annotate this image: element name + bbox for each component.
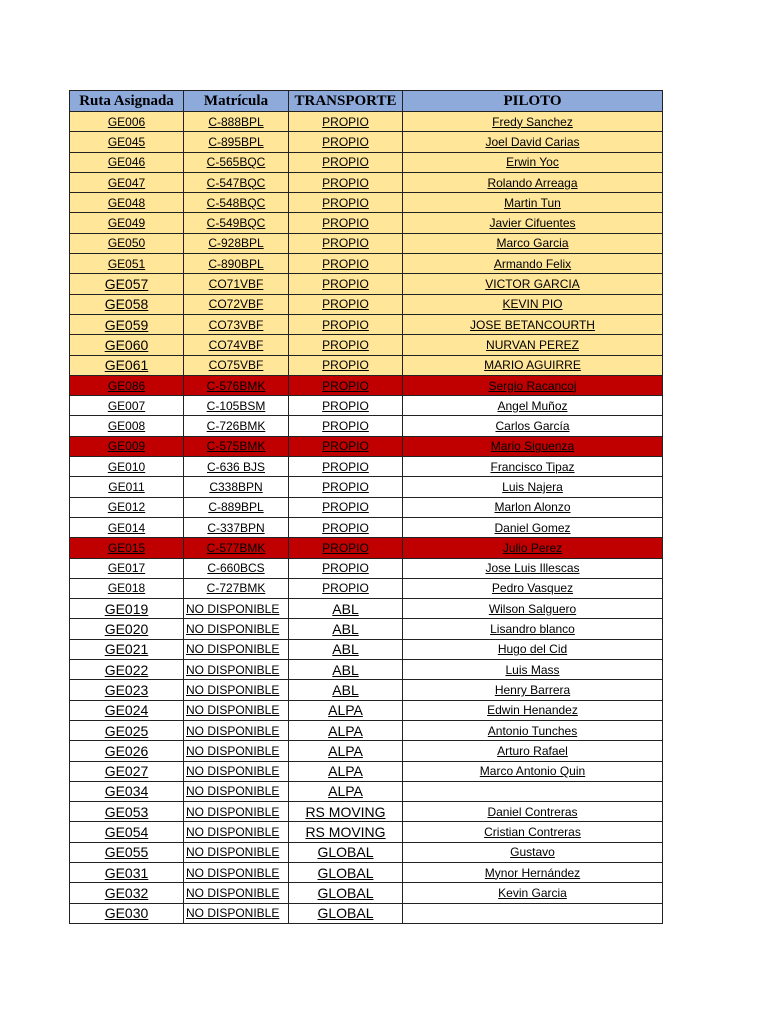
table-row: [70, 903, 663, 923]
cell-transporte[interactable]: PROPIO: [289, 517, 403, 537]
cell-piloto[interactable]: Mynor Hernández: [403, 862, 663, 882]
table-row: [70, 720, 663, 740]
cell-matricula[interactable]: CO74VBF: [184, 335, 289, 355]
cell-matricula[interactable]: C-895BPL: [184, 132, 289, 152]
cell-transporte[interactable]: GLOBAL: [289, 883, 403, 903]
cell-ruta[interactable]: GE007: [70, 396, 184, 416]
cell-transporte[interactable]: PROPIO: [289, 213, 403, 233]
table-row: [70, 416, 663, 436]
cell-transporte[interactable]: ABL: [289, 619, 403, 639]
cell-piloto[interactable]: Sergio Racancoj: [403, 375, 663, 395]
cell-matricula[interactable]: NO DISPONIBLE: [184, 619, 289, 639]
cell-piloto[interactable]: Erwin Yoc: [403, 152, 663, 172]
cell-transporte[interactable]: PROPIO: [289, 314, 403, 334]
cell-piloto[interactable]: Armando Felix: [403, 254, 663, 274]
table-row: [70, 781, 663, 801]
cell-piloto[interactable]: [403, 781, 663, 801]
cell-matricula[interactable]: CO72VBF: [184, 294, 289, 314]
table-row: [70, 172, 663, 192]
cell-piloto[interactable]: Javier Cifuentes: [403, 213, 663, 233]
cell-piloto[interactable]: Fredy Sanchez: [403, 112, 663, 132]
cell-transporte[interactable]: ABL: [289, 660, 403, 680]
cell-transporte[interactable]: RS MOVING: [289, 802, 403, 822]
cell-piloto[interactable]: Carlos García: [403, 416, 663, 436]
cell-piloto[interactable]: Henry Barrera: [403, 680, 663, 700]
cell-ruta[interactable]: GE050: [70, 233, 184, 253]
cell-ruta[interactable]: GE022: [70, 660, 184, 680]
cell-piloto[interactable]: JOSE BETANCOURTH: [403, 314, 663, 334]
cell-transporte[interactable]: PROPIO: [289, 193, 403, 213]
cell-matricula[interactable]: C-890BPL: [184, 254, 289, 274]
cell-piloto[interactable]: Rolando Arreaga: [403, 172, 663, 192]
cell-transporte[interactable]: PROPIO: [289, 436, 403, 456]
table-row: [70, 274, 663, 294]
table-row: [70, 457, 663, 477]
table-row: [70, 700, 663, 720]
table-row: [70, 558, 663, 578]
cell-transporte[interactable]: ALPA: [289, 741, 403, 761]
cell-transporte[interactable]: ALPA: [289, 700, 403, 720]
cell-matricula[interactable]: C-565BQC: [184, 152, 289, 172]
cell-transporte[interactable]: PROPIO: [289, 172, 403, 192]
cell-transporte[interactable]: PROPIO: [289, 294, 403, 314]
cell-piloto[interactable]: Lisandro blanco: [403, 619, 663, 639]
cell-ruta[interactable]: GE010: [70, 457, 184, 477]
cell-piloto[interactable]: Francisco Tipaz: [403, 457, 663, 477]
cell-matricula[interactable]: NO DISPONIBLE: [184, 599, 289, 619]
cell-transporte[interactable]: PROPIO: [289, 375, 403, 395]
cell-matricula[interactable]: C-337BPN: [184, 517, 289, 537]
cell-matricula[interactable]: C-577BMK: [184, 538, 289, 558]
table-body: [70, 112, 663, 924]
cell-matricula[interactable]: C-928BPL: [184, 233, 289, 253]
cell-matricula[interactable]: C-727BMK: [184, 578, 289, 598]
cell-ruta[interactable]: GE059: [70, 314, 184, 334]
cell-piloto[interactable]: [403, 903, 663, 923]
table-row: [70, 761, 663, 781]
cell-piloto[interactable]: Angel Muñoz: [403, 396, 663, 416]
cell-matricula[interactable]: CO73VBF: [184, 314, 289, 334]
cell-ruta[interactable]: GE015: [70, 538, 184, 558]
cell-piloto[interactable]: Gustavo: [403, 842, 663, 862]
cell-transporte[interactable]: ABL: [289, 680, 403, 700]
cell-ruta[interactable]: GE055: [70, 842, 184, 862]
table-row: [70, 335, 663, 355]
table-row: [70, 355, 663, 375]
table-row: [70, 396, 663, 416]
cell-matricula[interactable]: C-889BPL: [184, 497, 289, 517]
cell-ruta[interactable]: GE021: [70, 639, 184, 659]
cell-ruta[interactable]: GE051: [70, 254, 184, 274]
cell-piloto[interactable]: Mario Siguenza: [403, 436, 663, 456]
cell-transporte[interactable]: PROPIO: [289, 396, 403, 416]
cell-ruta[interactable]: GE020: [70, 619, 184, 639]
table-row: [70, 517, 663, 537]
cell-transporte[interactable]: PROPIO: [289, 274, 403, 294]
table-row: [70, 254, 663, 274]
cell-matricula[interactable]: NO DISPONIBLE: [184, 903, 289, 923]
cell-ruta[interactable]: GE046: [70, 152, 184, 172]
cell-ruta[interactable]: GE047: [70, 172, 184, 192]
table-row: [70, 842, 663, 862]
cell-ruta[interactable]: GE024: [70, 700, 184, 720]
cell-matricula[interactable]: NO DISPONIBLE: [184, 741, 289, 761]
table-row: [70, 660, 663, 680]
cell-ruta[interactable]: GE023: [70, 680, 184, 700]
cell-transporte[interactable]: ABL: [289, 639, 403, 659]
cell-matricula[interactable]: NO DISPONIBLE: [184, 639, 289, 659]
table-row: [70, 741, 663, 761]
cell-transporte[interactable]: ALPA: [289, 720, 403, 740]
cell-matricula[interactable]: NO DISPONIBLE: [184, 680, 289, 700]
cell-transporte[interactable]: GLOBAL: [289, 903, 403, 923]
table-row: [70, 112, 663, 132]
cell-ruta[interactable]: GE054: [70, 822, 184, 842]
cell-transporte[interactable]: PROPIO: [289, 254, 403, 274]
cell-matricula[interactable]: C-105BSM: [184, 396, 289, 416]
cell-piloto[interactable]: Martin Tun: [403, 193, 663, 213]
table-row: [70, 619, 663, 639]
cell-matricula[interactable]: NO DISPONIBLE: [184, 660, 289, 680]
cell-transporte[interactable]: PROPIO: [289, 457, 403, 477]
cell-piloto[interactable]: NURVAN PEREZ: [403, 335, 663, 355]
table-row: [70, 213, 663, 233]
table-row: [70, 538, 663, 558]
cell-matricula[interactable]: C-549BQC: [184, 213, 289, 233]
cell-ruta[interactable]: GE057: [70, 274, 184, 294]
cell-ruta[interactable]: GE018: [70, 578, 184, 598]
cell-piloto[interactable]: Daniel Contreras: [403, 802, 663, 822]
cell-piloto[interactable]: Arturo Rafael: [403, 741, 663, 761]
cell-ruta[interactable]: GE031: [70, 862, 184, 882]
cell-piloto[interactable]: Luis Najera: [403, 477, 663, 497]
cell-ruta[interactable]: GE045: [70, 132, 184, 152]
cell-matricula[interactable]: C-888BPL: [184, 112, 289, 132]
cell-transporte[interactable]: PROPIO: [289, 477, 403, 497]
cell-matricula[interactable]: C-726BMK: [184, 416, 289, 436]
cell-matricula[interactable]: NO DISPONIBLE: [184, 802, 289, 822]
table-row: [70, 375, 663, 395]
header-piloto[interactable]: PILOTO: [403, 91, 663, 112]
cell-ruta[interactable]: GE049: [70, 213, 184, 233]
cell-matricula[interactable]: C-660BCS: [184, 558, 289, 578]
cell-piloto[interactable]: Jose Luis Illescas: [403, 558, 663, 578]
cell-matricula[interactable]: NO DISPONIBLE: [184, 781, 289, 801]
header-ruta-asignada[interactable]: Ruta Asignada: [70, 91, 184, 112]
cell-piloto[interactable]: Daniel Gomez: [403, 517, 663, 537]
cell-piloto[interactable]: Joel David Carias: [403, 132, 663, 152]
cell-ruta[interactable]: GE006: [70, 112, 184, 132]
table-row: [70, 802, 663, 822]
cell-transporte[interactable]: PROPIO: [289, 112, 403, 132]
cell-piloto[interactable]: Marco Garcia: [403, 233, 663, 253]
route-assignment-table: [69, 90, 663, 924]
cell-ruta[interactable]: GE060: [70, 335, 184, 355]
table-row: [70, 233, 663, 253]
cell-piloto[interactable]: Edwin Henandez: [403, 700, 663, 720]
cell-transporte[interactable]: PROPIO: [289, 538, 403, 558]
cell-piloto[interactable]: Hugo del Cid: [403, 639, 663, 659]
cell-matricula[interactable]: C-548BQC: [184, 193, 289, 213]
cell-piloto[interactable]: Julio Perez: [403, 538, 663, 558]
cell-transporte[interactable]: PROPIO: [289, 416, 403, 436]
cell-matricula[interactable]: NO DISPONIBLE: [184, 883, 289, 903]
cell-ruta[interactable]: GE034: [70, 781, 184, 801]
table-row: [70, 639, 663, 659]
table-row: [70, 883, 663, 903]
cell-ruta[interactable]: GE019: [70, 599, 184, 619]
table-row: [70, 294, 663, 314]
table-row: [70, 578, 663, 598]
table-row: [70, 152, 663, 172]
cell-matricula[interactable]: C-636 BJS: [184, 457, 289, 477]
cell-matricula[interactable]: NO DISPONIBLE: [184, 761, 289, 781]
cell-piloto[interactable]: Antonio Tunches: [403, 720, 663, 740]
cell-transporte[interactable]: ALPA: [289, 781, 403, 801]
cell-ruta[interactable]: GE026: [70, 741, 184, 761]
cell-transporte[interactable]: GLOBAL: [289, 862, 403, 882]
cell-transporte[interactable]: PROPIO: [289, 335, 403, 355]
cell-transporte[interactable]: PROPIO: [289, 578, 403, 598]
cell-matricula[interactable]: NO DISPONIBLE: [184, 822, 289, 842]
cell-ruta[interactable]: GE009: [70, 436, 184, 456]
cell-ruta[interactable]: GE025: [70, 720, 184, 740]
table-row: [70, 822, 663, 842]
cell-ruta[interactable]: GE011: [70, 477, 184, 497]
cell-matricula[interactable]: C-547BQC: [184, 172, 289, 192]
cell-ruta[interactable]: GE086: [70, 375, 184, 395]
table-row: [70, 314, 663, 334]
cell-piloto[interactable]: Luis Mass: [403, 660, 663, 680]
cell-ruta[interactable]: GE027: [70, 761, 184, 781]
cell-piloto[interactable]: KEVIN PIO: [403, 294, 663, 314]
cell-ruta[interactable]: GE014: [70, 517, 184, 537]
table-row: [70, 436, 663, 456]
cell-transporte[interactable]: PROPIO: [289, 355, 403, 375]
cell-transporte[interactable]: PROPIO: [289, 497, 403, 517]
cell-ruta[interactable]: GE058: [70, 294, 184, 314]
table-row: [70, 193, 663, 213]
table-row: [70, 497, 663, 517]
cell-matricula[interactable]: NO DISPONIBLE: [184, 862, 289, 882]
cell-transporte[interactable]: PROPIO: [289, 132, 403, 152]
cell-piloto[interactable]: Kevin Garcia: [403, 883, 663, 903]
cell-piloto[interactable]: Marco Antonio Quin: [403, 761, 663, 781]
cell-matricula[interactable]: NO DISPONIBLE: [184, 720, 289, 740]
cell-ruta[interactable]: GE030: [70, 903, 184, 923]
cell-ruta[interactable]: GE012: [70, 497, 184, 517]
cell-ruta[interactable]: GE008: [70, 416, 184, 436]
cell-matricula[interactable]: C338BPN: [184, 477, 289, 497]
cell-matricula[interactable]: NO DISPONIBLE: [184, 700, 289, 720]
cell-piloto[interactable]: Cristian Contreras: [403, 822, 663, 842]
cell-matricula[interactable]: C-575BMK: [184, 436, 289, 456]
cell-ruta[interactable]: GE032: [70, 883, 184, 903]
cell-piloto[interactable]: VICTOR GARCIA: [403, 274, 663, 294]
table-row: [70, 132, 663, 152]
cell-ruta[interactable]: GE017: [70, 558, 184, 578]
cell-piloto[interactable]: Pedro Vasquez: [403, 578, 663, 598]
cell-piloto[interactable]: MARIO AGUIRRE: [403, 355, 663, 375]
cell-transporte[interactable]: GLOBAL: [289, 842, 403, 862]
cell-transporte[interactable]: ABL: [289, 599, 403, 619]
cell-transporte[interactable]: RS MOVING: [289, 822, 403, 842]
header-matricula[interactable]: Matrícula: [184, 91, 289, 112]
table-row: [70, 599, 663, 619]
cell-transporte[interactable]: PROPIO: [289, 558, 403, 578]
header-transporte[interactable]: TRANSPORTE: [289, 91, 403, 112]
cell-transporte[interactable]: PROPIO: [289, 233, 403, 253]
cell-matricula[interactable]: NO DISPONIBLE: [184, 842, 289, 862]
header-row: [70, 91, 663, 112]
cell-matricula[interactable]: CO75VBF: [184, 355, 289, 375]
cell-matricula[interactable]: C-576BMK: [184, 375, 289, 395]
cell-ruta[interactable]: GE053: [70, 802, 184, 822]
cell-transporte[interactable]: PROPIO: [289, 152, 403, 172]
cell-ruta[interactable]: GE061: [70, 355, 184, 375]
cell-matricula[interactable]: CO71VBF: [184, 274, 289, 294]
cell-ruta[interactable]: GE048: [70, 193, 184, 213]
table-row: [70, 862, 663, 882]
table-row: [70, 680, 663, 700]
cell-transporte[interactable]: ALPA: [289, 761, 403, 781]
cell-piloto[interactable]: Wilson Salguero: [403, 599, 663, 619]
table-row: [70, 477, 663, 497]
cell-piloto[interactable]: Marlon Alonzo: [403, 497, 663, 517]
